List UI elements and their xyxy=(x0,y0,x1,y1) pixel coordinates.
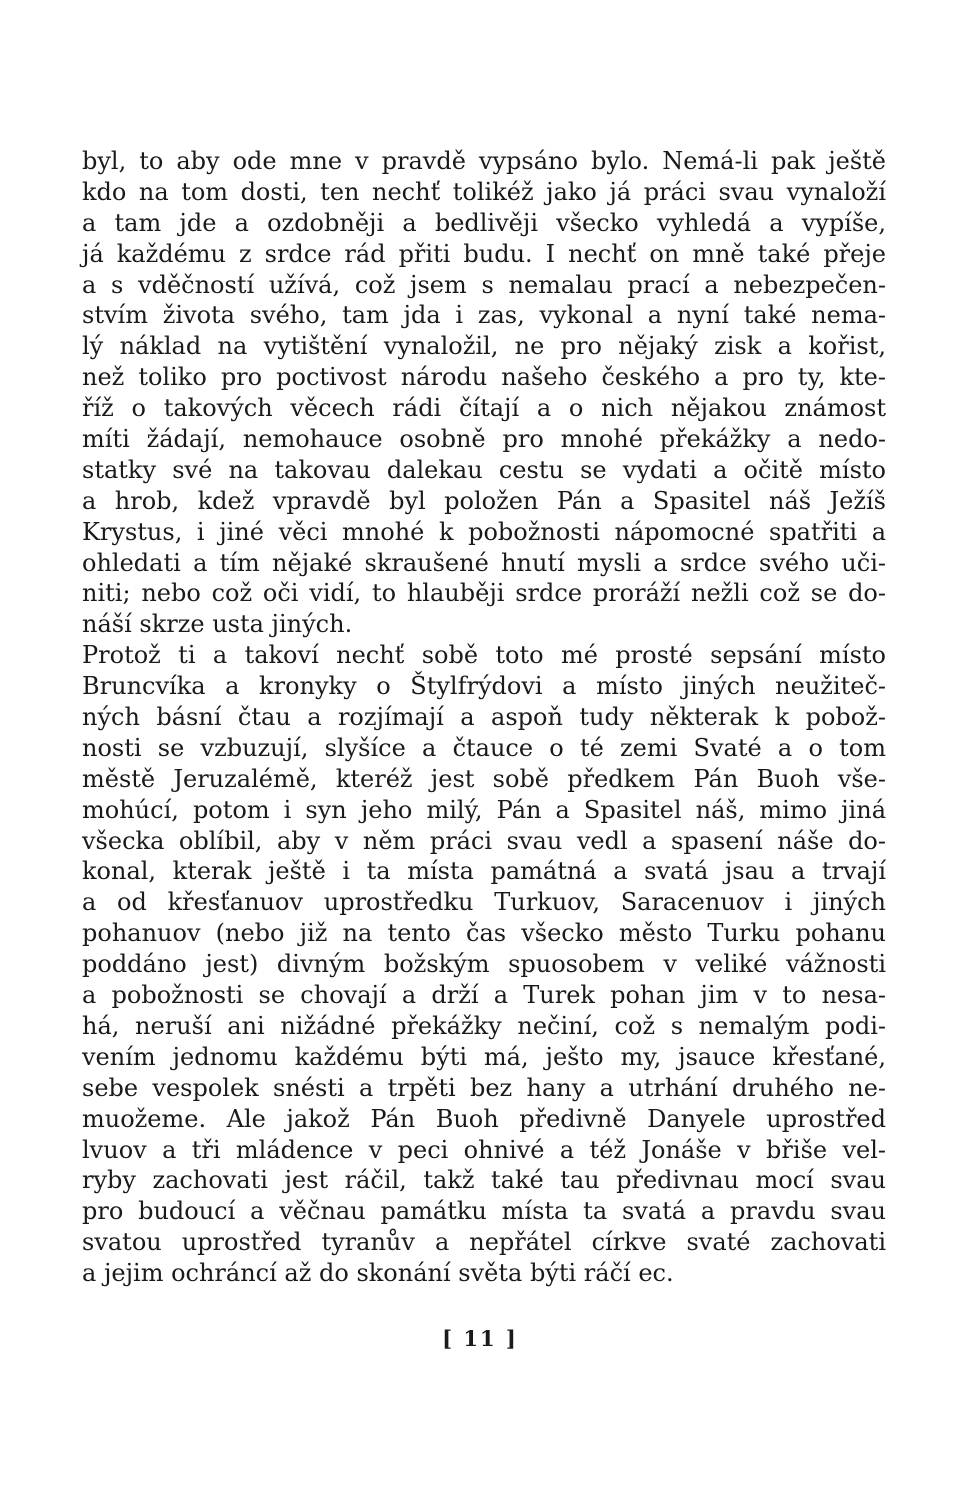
text-line: pro budoucí a věčnau památku místa ta svatá a pravdu svau xyxy=(82,1197,886,1226)
text-line: říž o takových věcech rádi čítají a o nich nějakou známost xyxy=(82,394,886,423)
text-line: há, neruší ani nižádné překážky nečiní, což s nemalým podi- xyxy=(82,1011,886,1040)
text-line: a od křesťanuov uprostředku Turkuov, Saracenuov i jiných xyxy=(82,888,886,917)
body-text xyxy=(82,146,886,1289)
text-line: ohledati a tím nějaké skraušené hnutí mysli a srdce svého uči- xyxy=(82,548,886,577)
text-line: mohúcí, potom i syn jeho milý, Pán a Spasitel náš, mimo jiná xyxy=(82,795,886,824)
text-line: konal, kterak ještě i ta místa památná a svatá jsau a trvají xyxy=(82,857,886,886)
text-line: všecka oblíbil, aby v něm práci svau vedl a spasení náše do- xyxy=(82,826,886,855)
text-line: míti žádají, nemohauce osobně pro mnohé překážky a nedo- xyxy=(82,425,886,454)
text-line: ryby zachovati jest ráčil, takž také tau předivnau mocí svau xyxy=(82,1166,886,1195)
page-number: [ 11 ] xyxy=(442,1326,518,1351)
text-line: lvuov a tři mládence v peci ohnivé a též Jonáše v břiše vel- xyxy=(82,1135,886,1164)
text-line: náší skrze usta jiných. xyxy=(82,610,353,639)
text-line: muožeme. Ale jakož Pán Buoh předivně Danyele uprostřed xyxy=(82,1104,886,1133)
text-line: pohanuov (nebo již na tento čas všecko město Turku pohanu xyxy=(82,919,886,948)
text-line: lý náklad na vytištění vynaložil, ne pro nějaký zisk a kořist, xyxy=(82,332,886,361)
text-line: nosti se vzbuzují, slyšíce a čtauce o té zemi Svaté a o tom xyxy=(82,733,886,762)
text-line: Krystus, i jiné věci mnohé k pobožnosti nápomocné spatřiti a xyxy=(82,517,886,546)
text-line: já každému z srdce rád přiti budu. I nechť on mně také přeje xyxy=(82,239,886,268)
text-line: sebe vespolek snésti a trpěti bez hany a utrhání druhého ne- xyxy=(82,1073,886,1102)
text-line: statky své na takovau dalekau cestu se vydati a očitě místo xyxy=(82,455,886,484)
text-line: niti; nebo což oči vidí, to hlauběji srdce proráží nežli což se do- xyxy=(82,579,886,608)
text-line: ných básní čtau a rozjímají a aspoň tudy některak k pobož- xyxy=(82,703,886,732)
text-line: poddáno jest) divným božským spuosobem v veliké vážnosti xyxy=(82,950,886,979)
text-line: Bruncvíka a kronyky o Štylfrýdovi a místo jiných neužiteč- xyxy=(82,672,886,701)
text-line: a jejim ochráncí až do skonání světa býti ráčí ec. xyxy=(82,1259,674,1288)
text-line: a pobožnosti se chovají a drží a Turek pohan jim v to nesa- xyxy=(82,981,886,1010)
text-line: a s vděčností užívá, což jsem s nemalau prací a nebezpečen- xyxy=(82,270,886,299)
text-line: byl, to aby ode mne v pravdě vypsáno bylo. Nemá-li pak ještě xyxy=(82,147,886,175)
text-line: vením jednomu každému býti má, ješto my, jsauce křesťané, xyxy=(82,1042,886,1071)
text-line: stvím života svého, tam jda i zas, vykonal a nyní také nema- xyxy=(82,301,886,330)
text-line: kdo na tom dosti, ten nechť tolikéž jako já práci svau vynaloží xyxy=(82,177,886,206)
text-line: než toliko pro poctivost národu našeho českého a pro ty, kte- xyxy=(82,363,886,392)
text-line: Protož ti a takoví nechť sobě toto mé prosté sepsání místo xyxy=(82,641,886,670)
text-line: svatou uprostřed tyranův a nepřátel církve svaté zachovati xyxy=(82,1228,886,1257)
text-line: městě Jeruzalémě, kteréž jest sobě předkem Pán Buoh vše- xyxy=(82,764,886,793)
text-line: a tam jde a ozdobněji a bedlivěji všecko vyhledá a vypíše, xyxy=(82,208,886,237)
text-line: a hrob, kdež vpravdě byl položen Pán a Spasitel náš Ježíš xyxy=(82,486,886,515)
